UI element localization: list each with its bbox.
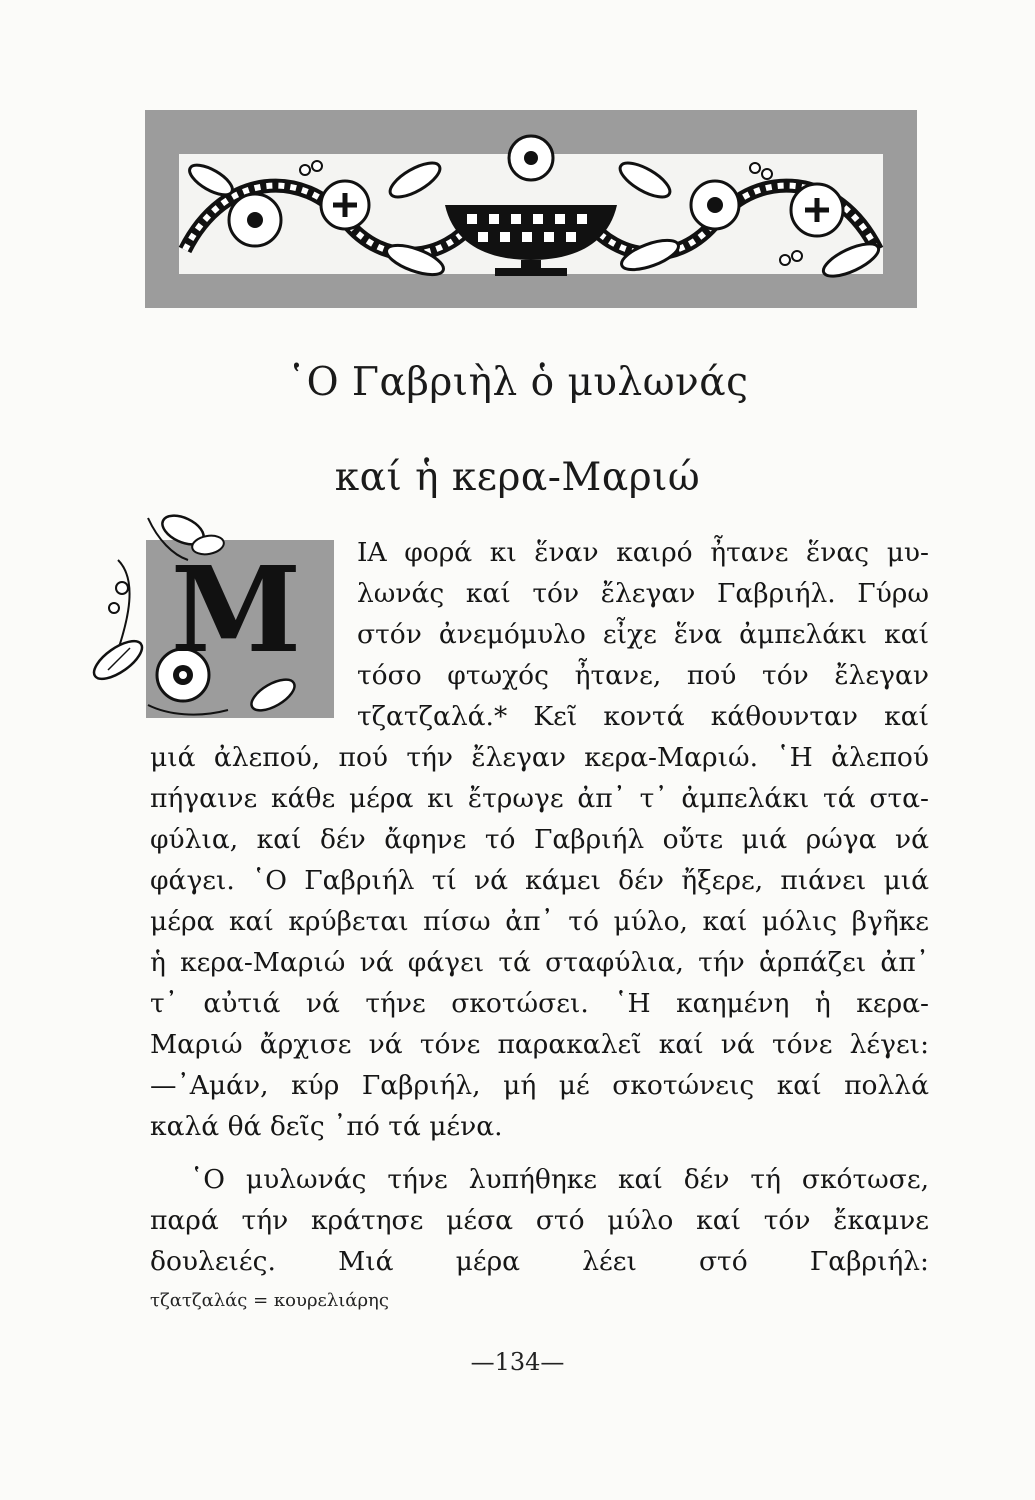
drop-cap-letter: Μ — [170, 540, 302, 679]
body-line-17: παρά τήν κράτησε μέσα στό μύλο καί τόν ἔκαμνε — [150, 1205, 929, 1236]
body-line-7: πήγαινε κάθε μέρα κι ἔτρωγε ἀπ᾽ τ᾽ ἀμπελάκι τά στα- — [150, 783, 929, 814]
body-line-3: στόν ἀνεμόμυλο εἶχε ἕνα ἀμπελάκι καί — [357, 619, 929, 650]
body-line-10: μέρα καί κρύβεται πίσω ἀπ᾽ τό μύλο, καί μόλις βγῆκε — [150, 906, 929, 937]
body-line-4: τόσο φτωχός ἦτανε, πού τόν ἔλεγαν — [357, 660, 929, 691]
body-line-2: λωνάς καί τόν ἔλεγαν Γαβριήλ. Γύρω — [357, 578, 929, 609]
ornamental-header-band — [145, 110, 917, 308]
body-line-13: Μαριώ ἄρχισε νά τόνε παρακαλεῖ καί νά τόνε λέγει: — [150, 1029, 929, 1060]
body-line-15: καλά θά δεῖς ᾽πό τά μένα. — [150, 1111, 503, 1142]
drop-cap-ornament — [88, 500, 338, 730]
page-number: —134— — [470, 1348, 565, 1376]
body-line-9: φάγει. ῾Ο Γαβριήλ τί νά κάμει δέν ἤξερε, πιάνει μιά — [150, 865, 929, 896]
ornament-illustration — [145, 110, 917, 308]
footnote: τζατζαλάς = κουρελιάρης — [150, 1290, 389, 1311]
body-line-5: τζατζαλά.* Κεῖ κοντά κάθουνταν καί — [357, 701, 929, 732]
body-line-8: φύλια, καί δέν ἄφηνε τό Γαβριήλ οὔτε μιά ρώγα νά — [150, 824, 929, 855]
body-line-1: ΙΑ φορά κι ἕναν καιρό ἦτανε ἕνας μυ- — [357, 537, 929, 568]
body-line-16: ῾Ο μυλωνάς τήνε λυπήθηκε καί δέν τή σκότωσε, — [190, 1164, 929, 1195]
story-title-line-1: ῾Ο Γαβριὴλ ὁ μυλωνάς — [286, 360, 749, 405]
body-line-18: δουλειές. Μιά μέρα λέει στό Γαβριήλ: — [150, 1246, 929, 1277]
body-line-6: μιά ἀλεπού, πού τήν ἔλεγαν κερα-Μαριώ. ῾Η ἀλεπού — [150, 742, 929, 773]
story-title-line-2: καί ἡ κερα-Μαριώ — [334, 455, 701, 500]
body-line-11: ἡ κερα-Μαριώ νά φάγει τά σταφύλια, τήν ἁρπάζει ἀπ᾽ — [150, 947, 929, 978]
body-line-12: τ᾽ αὐτιά νά τήνε σκοτώσει. ῾Η καημένη ἡ κερα- — [150, 988, 929, 1019]
body-line-14: —᾽Αμάν, κύρ Γαβριήλ, μή μέ σκοτώνεις καί πολλά — [150, 1070, 929, 1101]
